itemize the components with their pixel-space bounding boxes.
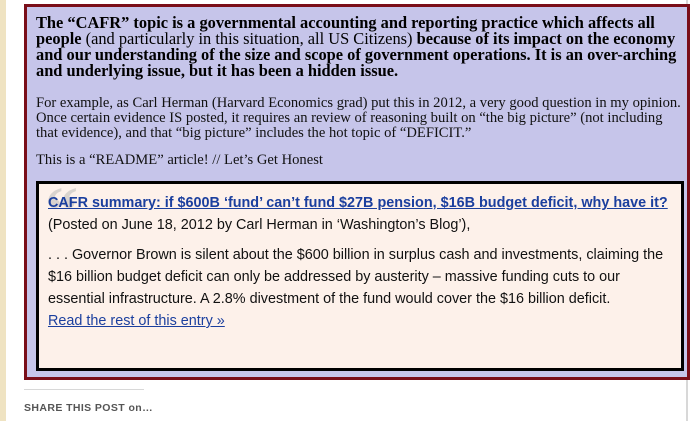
posted-info: (Posted on June 18, 2012 by Carl Herman in ‘Washington’s Blog’), bbox=[48, 217, 471, 233]
intro-regular-text: (and particularly in this situation, all US Citizens) bbox=[81, 29, 417, 48]
readme-line: This is a “README” article! // Let’s Get Honest bbox=[36, 152, 323, 168]
read-more-link[interactable]: Read the rest of this entry » bbox=[48, 313, 225, 329]
example-paragraph: For example, as Carl Herman (Harvard Economics grad) put this in 2012, a very good question in my opinion. Once certain evidence IS posted, it requires an review of reasoning built on “the big picture” (not including that evidence), and that “big picture” includes the hot topic of “DEFICIT.” bbox=[36, 95, 681, 141]
quote-excerpt: . . . Governor Brown is silent about the $600 billion in surplus cash and investments, claiming the $16 billion budget deficit can only be addressed by austerity – massive funding cuts to our essential infrastructure. A 2.8% divestment of the fund would cover the $16 billion deficit. bbox=[48, 247, 664, 307]
blockquote bbox=[36, 174, 684, 371]
quote-mark-icon: “ bbox=[45, 174, 78, 247]
article-highlight-panel bbox=[24, 4, 690, 380]
share-heading bbox=[24, 402, 153, 414]
quote-title-paragraph bbox=[48, 192, 680, 236]
intro-bold-text-2: because of its impact on the economy and our understanding of the size and scope of government operations. It is an over-arching and underlying issue, but it has been a hidden issue. bbox=[36, 29, 677, 80]
intro-paragraph bbox=[36, 15, 684, 79]
share-label: SHARE THIS POST bbox=[24, 402, 126, 414]
page-left-rule bbox=[0, 0, 6, 421]
quoted-article-link[interactable]: CAFR summary: if $600B ‘fund’ can’t fund $27B pension, $16B budget deficit, why have it? bbox=[48, 195, 668, 211]
read-more-paragraph bbox=[48, 310, 680, 332]
share-suffix: on… bbox=[128, 402, 153, 414]
quote-body bbox=[48, 192, 680, 332]
intro-bold-text: The “CAFR” topic is a governmental accounting and reporting practice which affects all people bbox=[36, 13, 655, 48]
share-divider bbox=[24, 389, 144, 390]
